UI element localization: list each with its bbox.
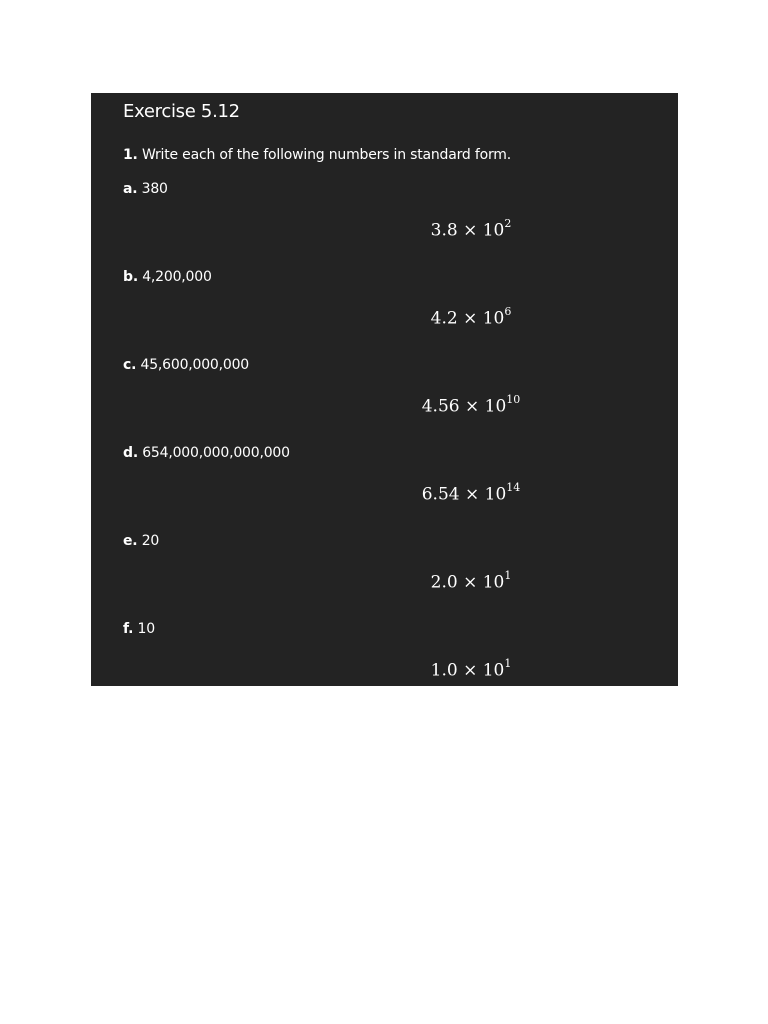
answer-base: 10 <box>482 220 505 241</box>
item-b <box>123 269 212 285</box>
answer-mantissa: 6.54 <box>421 484 460 505</box>
answer-exponent: 14 <box>506 481 521 494</box>
answer-base: 10 <box>482 308 505 329</box>
item-letter: e. <box>123 533 138 549</box>
times-sign: × <box>463 660 478 681</box>
answer-e <box>391 571 551 593</box>
question-number: 1. <box>123 147 138 163</box>
item-d <box>123 445 290 461</box>
question-text: Write each of the following numbers in standard form. <box>141 147 511 163</box>
answer-mantissa: 2.0 <box>430 572 458 593</box>
exercise-title: Exercise 5.12 <box>123 101 240 122</box>
answer-exponent: 1 <box>504 569 512 582</box>
item-number: 380 <box>141 181 168 197</box>
item-number: 10 <box>137 621 155 637</box>
item-number: 4,200,000 <box>142 269 212 285</box>
answer-base: 10 <box>482 660 505 681</box>
item-number: 654,000,000,000,000 <box>142 445 290 461</box>
item-number: 20 <box>141 533 160 549</box>
answer-mantissa: 1.0 <box>430 660 458 681</box>
item-letter: f. <box>123 621 134 637</box>
answer-base: 10 <box>484 484 507 505</box>
answer-c <box>391 395 551 417</box>
item-letter: d. <box>123 445 138 461</box>
answer-a <box>391 219 551 241</box>
answer-base: 10 <box>482 572 505 593</box>
answer-exponent: 2 <box>504 217 512 230</box>
item-letter: a. <box>123 181 138 197</box>
item-letter: c. <box>123 357 137 373</box>
answer-mantissa: 3.8 <box>430 220 458 241</box>
answer-b <box>391 307 551 329</box>
times-sign: × <box>464 484 480 505</box>
question-prompt <box>123 147 511 163</box>
times-sign: × <box>463 572 478 593</box>
answer-exponent: 1 <box>504 657 512 670</box>
answer-mantissa: 4.56 <box>421 396 460 417</box>
item-number: 45,600,000,000 <box>140 357 250 373</box>
item-e <box>123 533 159 549</box>
answer-exponent: 10 <box>506 393 521 406</box>
answer-mantissa: 4.2 <box>430 308 458 329</box>
exercise-panel <box>91 93 678 686</box>
times-sign: × <box>463 308 478 329</box>
item-f <box>123 621 155 637</box>
answer-exponent: 6 <box>504 305 512 318</box>
item-letter: b. <box>123 269 138 285</box>
item-c <box>123 357 249 373</box>
item-a <box>123 181 168 197</box>
answer-f <box>391 659 551 681</box>
times-sign: × <box>463 220 478 241</box>
answer-d <box>391 483 551 505</box>
answer-base: 10 <box>484 396 507 417</box>
times-sign: × <box>464 396 480 417</box>
